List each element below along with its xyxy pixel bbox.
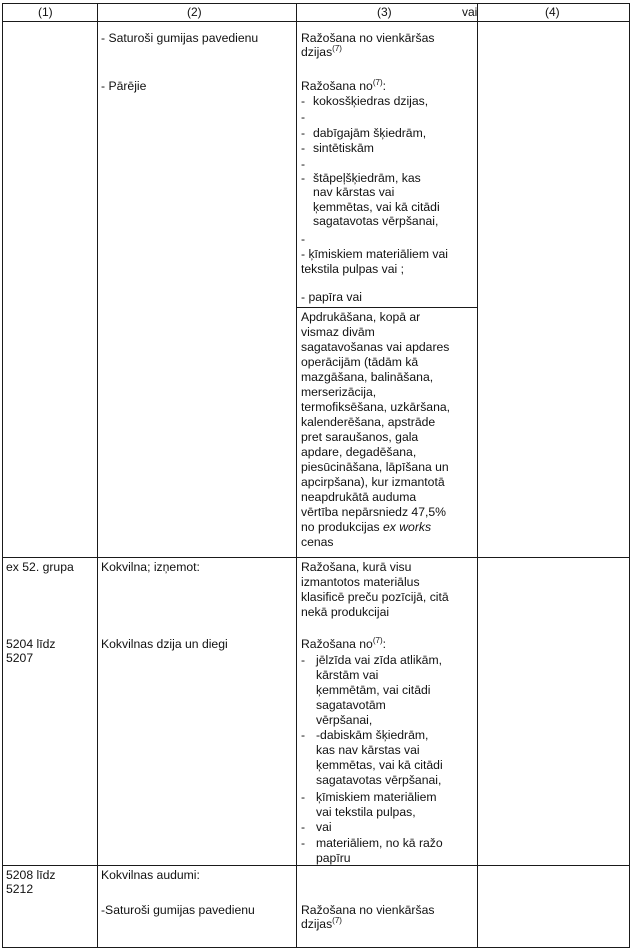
alt-rule-line: mazgāšana, balināšana,: [301, 370, 434, 384]
alt-rule-line: kalenderēšana, apstrāde: [301, 415, 436, 429]
bullet-text: vērpšanai,: [316, 713, 373, 727]
row1-item2-rule-title: [301, 79, 386, 93]
bullet-text: papīru: [316, 851, 351, 865]
row2b-desc: Kokvilnas dzija un diegi: [101, 637, 228, 651]
row1-item1-rule-line1: Ražošana no vienkāršas: [301, 31, 435, 45]
row3-sub-desc: -Saturoši gumijas pavedienu: [101, 903, 255, 917]
alt-rule-line: [301, 520, 431, 534]
row-divider-col3: [296, 307, 478, 308]
bullet-dash: -: [301, 94, 306, 108]
ex-works-term: ex works: [382, 520, 432, 534]
row2-desc: Kokvilna; izņemot:: [101, 560, 200, 574]
bullet-text: ķemmētām, vai citādi: [316, 683, 431, 697]
footnote-ref: (7): [372, 636, 383, 645]
bullet-text: sagatavotas vērpšanai,: [313, 214, 439, 228]
footnote-ref: (7): [332, 44, 342, 53]
bullet-dash: -: [301, 157, 306, 171]
row2-rule-line: izmantotos materiālus: [301, 575, 420, 589]
bullet-dash: -: [301, 110, 306, 124]
alt-rule-line: pret saraušanos, gala: [301, 430, 419, 444]
alt-rule-line: cenas: [301, 535, 334, 549]
bullet-text: vai: [316, 820, 332, 834]
bullet-dash: -: [301, 141, 306, 155]
row3-rule-line2: [301, 917, 342, 931]
bullet-text: ķemmētas, vai kā citādi: [316, 758, 443, 772]
bullet-text: sagatavotām: [316, 698, 386, 712]
table-left-border: [2, 3, 3, 948]
bullet-text: kas nav kārstas vai: [316, 743, 420, 757]
row2-rule-line: nekā produkcijai: [301, 605, 390, 619]
bullet-text: materiāliem, no kā ražo: [316, 836, 443, 850]
alt-rule-line: Apdrukāšana, kopā ar: [301, 310, 421, 324]
alt-rule-line: vērtība nepārsniedz 47,5%: [301, 505, 446, 519]
rule-title-colon: :: [382, 79, 386, 93]
header-col2: (2): [187, 5, 202, 19]
row2-rule-line: klasificē preču pozīcijā, citā: [301, 590, 449, 604]
row1-item1-rule-text: dzijas: [301, 45, 333, 59]
alt-rule-line: neapdrukātā auduma: [301, 490, 417, 504]
bullet-text: -dabiskām šķiedrām,: [316, 728, 429, 742]
header-col3-or: vai: [462, 5, 478, 19]
bullet-text: dabīgajām šķiedrām,: [313, 126, 427, 140]
bullet-text: sagatavotas vērpšanai,: [316, 773, 442, 787]
rule-title-text: Ražošana no: [301, 637, 373, 651]
row3-rule-line1: Ražošana no vienkāršas: [301, 903, 435, 917]
row1-item2-desc: - Pārējie: [101, 79, 147, 93]
row1-item1-rule-line2: [301, 45, 342, 59]
bullet-dash: -: [301, 653, 306, 667]
header-col4: (4): [545, 5, 560, 19]
bullet-text: jēlzīda vai zīda atlikām,: [316, 653, 442, 667]
header-col1: (1): [38, 5, 53, 19]
chem-line1: - ķīmiskiem materiāliem vai: [301, 247, 448, 261]
footnote-ref: (7): [332, 916, 342, 925]
row3-rule-text: dzijas: [301, 917, 333, 931]
col3-col4-border: [477, 3, 478, 948]
bullet-text: štāpeļšķiedrām, kas: [313, 171, 421, 185]
row2b-code-line1: 5204 līdz: [6, 637, 56, 651]
bullet-dash: -: [301, 171, 306, 185]
alt-rule-line: piesūcināšana, lāpīšana un: [301, 460, 449, 474]
table-right-border: [629, 3, 630, 948]
alt-rule-line: merserizācija,: [301, 385, 377, 399]
row3-code-line1: 5208 līdz: [6, 868, 56, 882]
row2b-rule-title: [301, 637, 386, 651]
row2-rule-line: Ražošana, kurā visu: [301, 560, 412, 574]
bullet-text: kārstām vai: [316, 668, 379, 682]
bullet-dash: -: [301, 126, 306, 140]
alt-rule-line: sagatavošanas vai apdares: [301, 340, 450, 354]
row3-code-line2: 5212: [6, 882, 34, 896]
footnote-ref: (7): [372, 78, 383, 87]
rule-title-text: Ražošana no: [301, 79, 373, 93]
alt-rule-text: no produkcijas: [301, 520, 380, 534]
bullet-text: sintētiskām: [313, 141, 374, 155]
paper-line: - papīra vai: [301, 290, 362, 304]
bullet-text: ķemmētas, vai kā citādi: [313, 200, 440, 214]
bullet-dash: -: [301, 790, 306, 804]
alt-rule-line: apcirpšana), kur izmantotā: [301, 475, 445, 489]
alt-rule-line: operācijām (tādām kā: [301, 355, 419, 369]
bullet-text: ķīmiskiem materiāliem: [316, 790, 437, 804]
row2-code: ex 52. grupa: [6, 560, 74, 574]
col1-col2-border: [97, 3, 98, 948]
alt-rule-line: apdare, degadēšana,: [301, 445, 417, 459]
bullet-dash: -: [301, 836, 306, 850]
bullet-dash: -: [301, 728, 306, 742]
alt-rule-line: termofiksēšana, uzkāršana,: [301, 400, 451, 414]
row3-desc: Kokvilnas audumi:: [101, 868, 200, 882]
row1-item1-desc: - Saturoši gumijas pavedienu: [101, 31, 259, 45]
rule-title-colon: :: [382, 637, 386, 651]
bullet-text: vai tekstila pulpas,: [316, 805, 416, 819]
row2b-code-line2: 5207: [6, 651, 34, 665]
bullet-dash: -: [301, 232, 306, 246]
bullet-text: nav kārstas vai: [313, 185, 395, 199]
chem-line2: tekstila pulpas vai ;: [301, 262, 404, 276]
alt-rule-line: vismaz divām: [301, 325, 375, 339]
bullet-text: kokosšķiedras dzijas,: [313, 94, 429, 108]
bullet-dash: -: [301, 820, 306, 834]
col2-col3-border: [296, 3, 297, 948]
header-col3: (3): [377, 5, 392, 19]
